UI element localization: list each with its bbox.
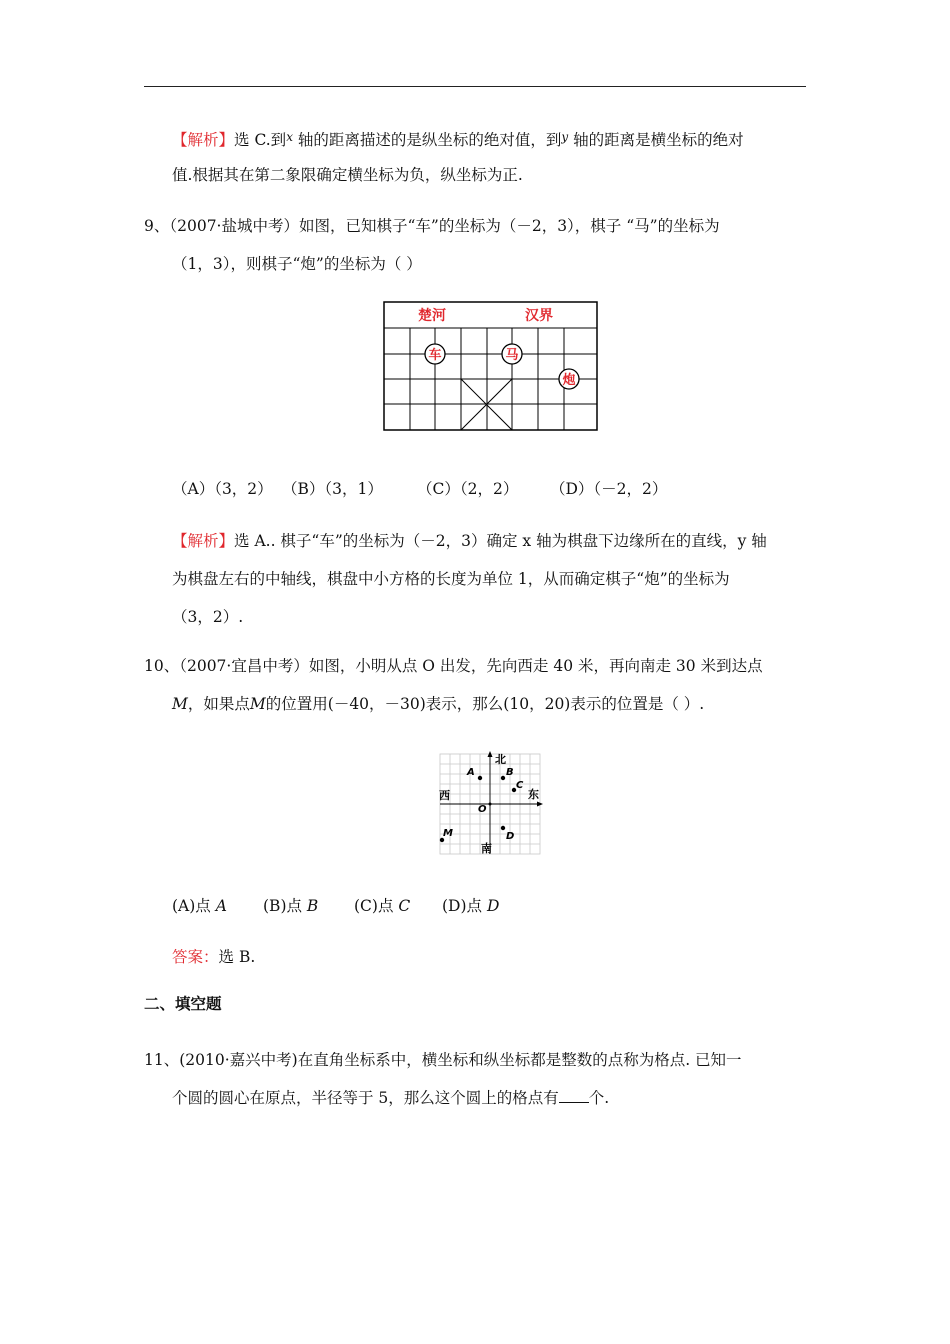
piece-che [425, 344, 445, 364]
question-9-line-2: （1，3），则棋子“炮”的坐标为（ ） [172, 255, 422, 273]
analysis-9-line-2: 为棋盘左右的中轴线，棋盘中小方格的长度为单位 1，从而确定棋子“炮”的坐标为 [172, 570, 730, 588]
option-b: （B）（3，1） [282, 480, 383, 498]
svg-text:车: 车 [428, 348, 442, 363]
point-o-label: O [478, 804, 487, 815]
option-a: (A)点 A [172, 897, 227, 915]
point-b [501, 776, 505, 780]
river-label-right: 汉界 [525, 308, 553, 324]
option-d: (D)点 D [442, 897, 500, 915]
question-9-options [172, 470, 808, 508]
river-label-left: 楚河 [418, 308, 446, 324]
question-10-line-1: 10、（2007·宜昌中考）如图，小明从点 O 出发，先向西走 40 米，再向南走 30 米到达点 [144, 657, 763, 675]
point-m-label: M [443, 828, 453, 839]
label-north: 北 [495, 753, 506, 766]
point-o [489, 803, 492, 806]
question-10-options [172, 887, 808, 925]
question-11-line-2: 个圆的圆心在原点，半径等于 5，那么这个圆上的格点有 个. [172, 1089, 610, 1107]
point-d [501, 826, 505, 830]
answer-10: 答案：选 B. [172, 948, 256, 966]
section-title-fill-in: 二、填空题 [144, 995, 222, 1013]
question-11-line-1: 11、(2010·嘉兴中考)在直角坐标系中，横坐标和纵坐标都是整数的点称为格点. 已知一 [144, 1051, 742, 1069]
point-c-label: C [516, 780, 524, 791]
analysis-tag: 【解析】 [172, 131, 235, 149]
option-b: (B)点 B [263, 897, 319, 915]
option-d: （D）（－2，2） [550, 480, 668, 498]
answer-blank [559, 1088, 589, 1103]
question-10-line-2: M，如果点M的位置用(－40，－30)表示，那么(10，20)表示的位置是（ ）. [172, 695, 705, 713]
label-east: 东 [528, 788, 539, 801]
option-c: (C)点 C [354, 897, 411, 915]
point-a-label: A [467, 767, 475, 778]
svg-text:马: 马 [505, 348, 519, 363]
analysis-9-line-3: （3，2）. [172, 608, 244, 626]
chess-board-figure [380, 298, 602, 434]
point-a [478, 776, 482, 780]
board-border [384, 302, 597, 430]
analysis-9-line-1: 【解析】选 A.. 棋子“车”的坐标为（－2，3）确定 x 轴为棋盘下边缘所在的直线，y 轴 [172, 532, 767, 550]
label-west: 西 [439, 789, 450, 802]
analysis-8-line-2: 值.根据其在第二象限确定横坐标为负，纵坐标为正. [172, 166, 523, 184]
svg-text:炮: 炮 [562, 373, 576, 388]
y-variable: y [561, 130, 569, 144]
analysis-tag: 【解析】 [172, 532, 235, 550]
option-c: （C）（2，2） [417, 480, 519, 498]
label-south: 南 [481, 842, 492, 855]
point-b-label: B [506, 767, 514, 778]
option-a: （A）（3，2） [172, 480, 273, 498]
question-9-line-1: 9、（2007·盐城中考）如图，已知棋子“车”的坐标为（－2，3），棋子 “马”的坐标为 [144, 217, 720, 235]
x-variable: x [286, 130, 293, 144]
header-rule [144, 86, 806, 87]
answer-tag: 答案： [172, 948, 219, 966]
compass-grid-figure [436, 748, 548, 858]
analysis-8-line-1: 【解析】选 C.到$^x$ 轴的距离描述的是纵坐标的绝对值，到$^y$ 轴的距离是横坐标的绝对 [172, 130, 744, 149]
piece-ma [502, 344, 522, 364]
point-d-label: D [506, 831, 515, 842]
piece-pao [559, 369, 579, 389]
